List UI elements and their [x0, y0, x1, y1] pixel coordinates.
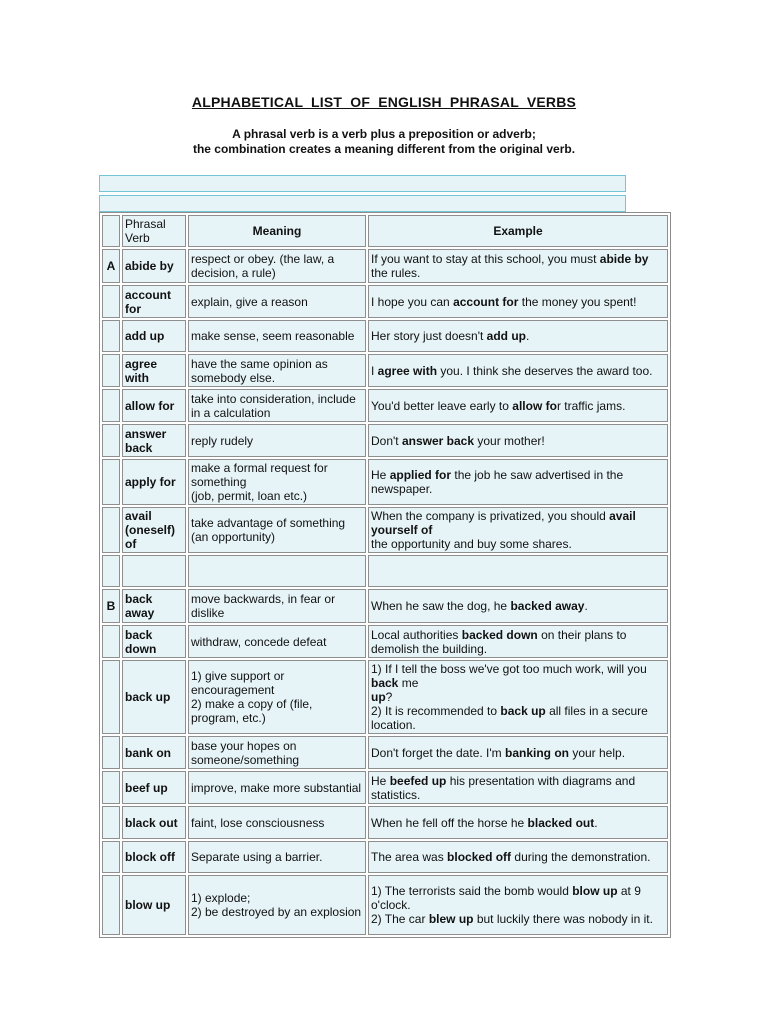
example-line [371, 252, 665, 280]
phrasal-verb-cell: block off [122, 841, 186, 873]
table-row [102, 555, 668, 587]
meaning-line: base your hopes on someone/something [191, 738, 300, 767]
meaning-cell [188, 507, 366, 553]
letter-cell: A [102, 249, 120, 283]
example-text: your mother! [474, 433, 545, 448]
meaning-cell [188, 285, 366, 318]
example-verb-highlight: agree with [377, 363, 438, 378]
example-verb-highlight: answer back [401, 433, 475, 448]
letter-cell [102, 555, 120, 587]
example-line [371, 850, 665, 864]
example-text: the job he saw advertised in the newspaper. [371, 468, 624, 496]
meaning-line: take into consideration, include in a calculation [191, 391, 356, 420]
meaning-cell [188, 806, 366, 839]
phrasal-verb-cell: agree with [122, 354, 186, 387]
meaning-cell [188, 320, 366, 352]
example-verb-highlight: up [371, 690, 386, 704]
subtitle-line-2: the combination creates a meaning different from the original verb. [192, 142, 576, 156]
phrasal-verb-cell: blow up [122, 875, 186, 935]
header-letter [102, 215, 120, 247]
example-text: He [371, 468, 390, 482]
table-row [102, 660, 668, 734]
example-text: your help. [569, 745, 626, 760]
meaning-line: (job, permit, loan etc.) [191, 489, 308, 503]
example-text: . [584, 599, 588, 613]
example-text: When he fell off the horse he [371, 815, 528, 830]
example-cell [368, 354, 668, 387]
table-row [102, 806, 668, 839]
meaning-line: Separate using a barrier. [191, 850, 323, 864]
example-text: but luckily there was nobody in it. [473, 912, 653, 926]
table-row [102, 285, 668, 318]
example-text: When he saw the dog, he [371, 599, 511, 613]
example-cell [368, 555, 668, 587]
example-verb-highlight: applied for [389, 468, 452, 482]
phrasal-verb-cell [122, 555, 186, 587]
example-text: r traffic jams. [556, 398, 626, 413]
phrasal-verb-cell: allow for [122, 389, 186, 422]
example-line [371, 704, 665, 732]
meaning-line: respect or obey. (the law, a decision, a rule) [191, 252, 335, 280]
table-row [102, 507, 668, 553]
phrasal-verb-cell: back down [122, 625, 186, 658]
meaning-line: make sense, seem reasonable [191, 329, 355, 343]
meaning-cell [188, 841, 366, 873]
header-meaning: Meaning [188, 215, 366, 247]
example-line [371, 690, 665, 704]
example-cell [368, 459, 668, 505]
empty-banner-row-2 [99, 195, 626, 212]
phrasal-verb-cell: back away [122, 589, 186, 623]
example-verb-highlight: allow fo [512, 398, 557, 413]
example-line [371, 884, 665, 912]
phrasal-verbs-table [99, 212, 671, 938]
example-text: Don't [371, 433, 402, 448]
table-row [102, 771, 668, 804]
example-line [371, 746, 665, 760]
meaning-cell [188, 459, 366, 505]
letter-cell [102, 625, 120, 658]
example-cell [368, 841, 668, 873]
table-row [102, 875, 668, 935]
letter-cell [102, 354, 120, 387]
example-cell [368, 507, 668, 553]
meaning-cell [188, 736, 366, 769]
table-row [102, 736, 668, 769]
header-phrasal-verb: Phrasal Verb [122, 215, 186, 247]
table-row [102, 589, 668, 623]
letter-cell: B [102, 589, 120, 623]
example-text: When the company is privatized, you should [371, 509, 610, 523]
example-text: the rules. [371, 266, 421, 280]
example-cell [368, 625, 668, 658]
page-title: ALPHABETICAL LIST OF ENGLISH PHRASAL VERBS [191, 94, 577, 110]
example-text: Local authorities [371, 627, 462, 642]
meaning-cell [188, 660, 366, 734]
table-row [102, 354, 668, 387]
example-text: 1) If I tell the boss we've got too much work, will you [371, 662, 647, 676]
example-text: at 9 o'clock. [371, 884, 641, 912]
phrasal-verb-cell: add up [122, 320, 186, 352]
meaning-line: move backwards, in fear or dislike [191, 592, 336, 620]
example-cell [368, 806, 668, 839]
example-line [371, 509, 665, 537]
meaning-line: 2) be destroyed by an explosion [191, 905, 362, 919]
example-text: 1) The terrorists said the bomb would [371, 884, 573, 898]
meaning-cell [188, 555, 366, 587]
example-text: the opportunity and buy some shares. [371, 537, 572, 551]
example-verb-highlight: blow up [572, 884, 618, 898]
example-text: The area was [371, 850, 448, 864]
example-line [371, 364, 665, 378]
meaning-line: 2) make a copy of (file, program, etc.) [191, 697, 313, 725]
meaning-line: explain, give a reason [191, 294, 308, 309]
example-text: You'd better leave early to [371, 398, 513, 413]
example-cell [368, 320, 668, 352]
example-line [371, 468, 665, 496]
example-text: Her story just doesn't [371, 329, 487, 343]
letter-cell [102, 320, 120, 352]
example-line [371, 329, 665, 343]
phrasal-verb-cell: avail (oneself) of [122, 507, 186, 553]
table-row [102, 459, 668, 505]
example-verb-highlight: blew up [428, 912, 474, 926]
example-verb-highlight: backed away [510, 599, 585, 613]
meaning-line: 1) explode; [191, 891, 251, 905]
meaning-line: 1) give support or encouragement [191, 669, 285, 697]
letter-cell [102, 875, 120, 935]
example-cell [368, 285, 668, 318]
meaning-cell [188, 875, 366, 935]
phrasal-verb-cell: black out [122, 806, 186, 839]
example-cell [368, 389, 668, 422]
example-text: during the demonstration. [511, 850, 651, 864]
example-text: If you want to stay at this school, you must [371, 252, 600, 266]
example-verb-highlight: blacked out [527, 815, 595, 830]
example-verb-highlight: blocked off [447, 850, 512, 864]
subtitle-line-1: A phrasal verb is a verb plus a preposition or adverb; [232, 127, 536, 141]
example-verb-highlight: account for [453, 294, 519, 309]
example-text: the money you spent! [518, 294, 637, 309]
phrasal-verb-cell: apply for [122, 459, 186, 505]
example-verb-highlight: add up [486, 329, 526, 343]
meaning-line: withdraw, concede defeat [191, 634, 327, 649]
table-body [102, 249, 668, 935]
meaning-cell [188, 424, 366, 457]
example-text: He [371, 773, 390, 788]
meaning-cell [188, 354, 366, 387]
meaning-cell [188, 589, 366, 623]
example-line [371, 628, 665, 656]
letter-cell [102, 459, 120, 505]
example-text: . [594, 815, 598, 830]
letter-cell [102, 389, 120, 422]
example-text: 2) The car [371, 912, 429, 926]
letter-cell [102, 806, 120, 839]
example-text: ? [385, 690, 393, 704]
page-subtitle [0, 127, 768, 157]
example-text: Don't forget the date. I'm [371, 745, 505, 760]
meaning-line: improve, make more substantial [191, 780, 362, 795]
meaning-cell [188, 249, 366, 283]
meaning-line: reply rudely [191, 433, 254, 448]
example-text: you. I think she deserves the award too. [437, 363, 653, 378]
example-text: his presentation with diagrams and statistics. [371, 773, 636, 802]
meaning-line: faint, lose consciousness [191, 815, 325, 830]
header-example: Example [368, 215, 668, 247]
table-row [102, 424, 668, 457]
meaning-line: have the same opinion as somebody else. [191, 356, 328, 385]
table-row [102, 389, 668, 422]
example-text: me [398, 676, 419, 690]
meaning-cell [188, 771, 366, 804]
letter-cell [102, 424, 120, 457]
example-text: all files in a secure location. [371, 704, 648, 732]
table-row [102, 841, 668, 873]
example-verb-highlight: back up [500, 704, 546, 718]
example-line [371, 399, 665, 413]
example-text: I hope you can [371, 294, 454, 309]
example-line [371, 816, 665, 830]
example-cell [368, 660, 668, 734]
table-header-row [102, 215, 668, 247]
example-verb-highlight: avail yourself of [371, 509, 636, 537]
meaning-cell [188, 389, 366, 422]
example-text: . [526, 329, 530, 343]
meaning-line: take advantage of something (an opportunity) [191, 516, 346, 544]
letter-cell [102, 285, 120, 318]
example-line [371, 434, 665, 448]
letter-cell [102, 736, 120, 769]
example-cell [368, 736, 668, 769]
example-text: on their plans to demolish the building. [371, 627, 627, 656]
empty-banner-row-1 [99, 175, 626, 192]
example-line [371, 662, 665, 690]
table-row [102, 249, 668, 283]
example-verb-highlight: abide by [599, 252, 649, 266]
phrasal-verb-cell: back up [122, 660, 186, 734]
example-cell [368, 249, 668, 283]
example-line [371, 295, 665, 309]
example-text: I [371, 363, 378, 378]
example-cell [368, 771, 668, 804]
table-row [102, 320, 668, 352]
example-line [371, 537, 665, 551]
letter-cell [102, 841, 120, 873]
example-verb-highlight: banking on [505, 745, 569, 760]
example-line [371, 912, 665, 926]
phrasal-verb-cell: answer back [122, 424, 186, 457]
phrasal-verb-cell: beef up [122, 771, 186, 804]
example-line [371, 599, 665, 613]
example-verb-highlight: backed down [461, 627, 538, 642]
example-cell [368, 875, 668, 935]
letter-cell [102, 507, 120, 553]
phrasal-verb-cell: account for [122, 285, 186, 318]
example-cell [368, 589, 668, 623]
letter-cell [102, 771, 120, 804]
example-text: 2) It is recommended to [371, 704, 501, 718]
example-line [371, 774, 665, 802]
meaning-line: make a formal request for something [191, 461, 328, 489]
example-verb-highlight: back [371, 676, 399, 690]
letter-cell [102, 660, 120, 734]
phrasal-verb-cell: abide by [122, 249, 186, 283]
example-cell [368, 424, 668, 457]
meaning-cell [188, 625, 366, 658]
table-row [102, 625, 668, 658]
phrasal-verb-cell: bank on [122, 736, 186, 769]
example-verb-highlight: beefed up [389, 773, 447, 788]
